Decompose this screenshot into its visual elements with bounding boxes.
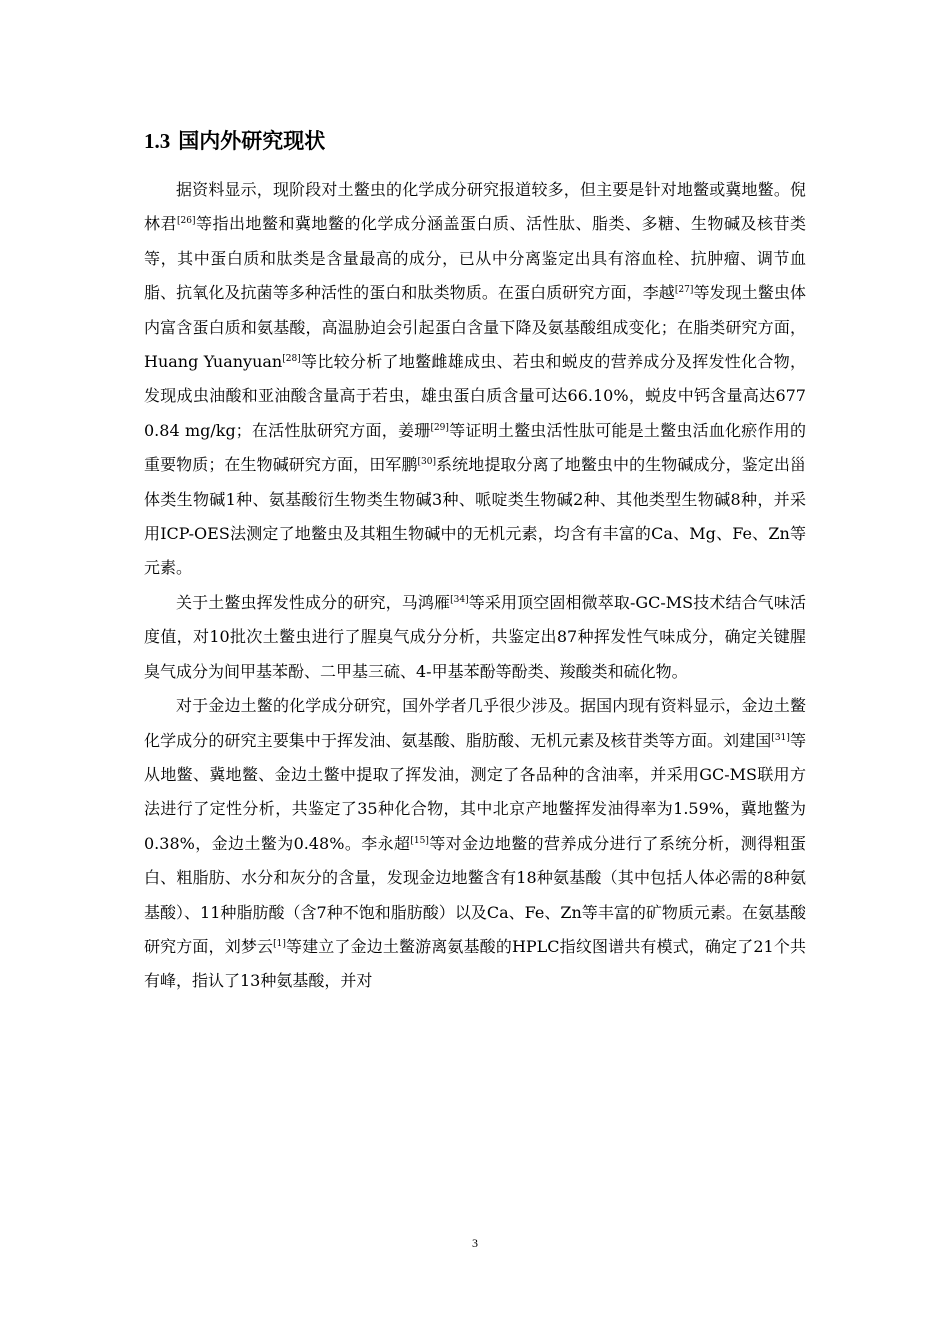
text-run: 据资料显示，现阶段对土鳖虫的化学成分研究报道较多，但主要是针对地鳖或冀地鳖。倪林君 [144, 180, 806, 234]
citation-ref: [34] [450, 594, 469, 605]
text-run: 对于金边土鳖的化学成分研究，国外学者几乎很少涉及。据国内现有资料显示，金边土鳖化学成分的研究主要集中于挥发油、氨基酸、脂肪酸、无机元素及核苷类等方面。刘建国 [144, 696, 806, 750]
body-text [144, 173, 806, 999]
text-run: 关于土鳖虫挥发性成分的研究，马鸿雁 [176, 592, 451, 612]
citation-ref: [26] [177, 216, 196, 227]
citation-ref: [1] [273, 938, 286, 949]
text-run: 等对金边地鳖的营养成分进行了系统分析，测得粗蛋白、粗脂肪、水分和灰分的含量，发现金边地鳖含有18种氨基酸（其中包括人体必需的8种氨基酸）、11种脂肪酸（含7种不饱和脂肪酸）以及Ca、Fe、Zn等丰富的矿物质元素。在氨基酸研究方面，刘梦云 [144, 833, 806, 956]
citation-ref: [27] [674, 285, 694, 296]
text-run: 等证明土鳖虫活性肽可能是土鳖虫活血化瘀作用的重要物质；在生物碱研究方面，田军鹏 [144, 420, 806, 475]
text-run: 系统地提取分离了地鳖虫中的生物碱成分，鉴定出甾体类生物碱1种、氨基酸衍生物类生物碱3种、哌啶类生物碱2种、其他类型生物碱8种，并采用ICP-OES法测定了地鳖虫及其粗生物碱中的无机元素，均含有丰富的Ca、Mg、Fe、Zn等元素。 [144, 455, 806, 578]
text-run: 等建立了金边土鳖游离氨基酸的HPLC指纹图谱共有模式，确定了21个共有峰，指认了13种氨基酸，并对 [144, 936, 806, 991]
text-run: 等比较分析了地鳖雌雄成虫、若虫和蜕皮的营养成分及挥发性化合物，发现成虫油酸和亚油酸含量高于若虫，雄虫蛋白质含量可达66.10%，蜕皮中钙含量高达6770.84 mg/kg；在活性肽研究方面，姜珊 [144, 352, 806, 440]
citation-ref: [31] [771, 732, 790, 743]
text-run: 等从地鳖、冀地鳖、金边土鳖中提取了挥发油，测定了各品种的含油率，并采用GC-MS联用方法进行了定性分析，共鉴定了35种化合物，其中北京产地鳖挥发油得率为1.59%，冀地鳖为0.38%，金边土鳖为0.48%。李永超 [144, 730, 806, 853]
section-number: 1.3 [144, 129, 171, 153]
citation-ref: [29] [430, 422, 449, 433]
text-run: 等指出地鳖和冀地鳖的化学成分涵盖蛋白质、活性肽、脂类、多糖、生物碱及核苷类等，其中蛋白质和肽类是含量最高的成分，已从中分离鉴定出具有溶血栓、抗肿瘤、调节血脂、抗氧化及抗菌等多种活性的蛋白和肽类物质。在蛋白质研究方面，李越 [144, 214, 806, 303]
citation-ref: [28] [282, 354, 301, 365]
section-heading [144, 126, 325, 156]
citation-ref: [30] [417, 457, 436, 468]
section-title: 国内外研究现状 [178, 129, 326, 153]
page-number: 3 [472, 1236, 478, 1250]
text-run: 等采用顶空固相微萃取-GC-MS技术结合气味活度值，对10批次土鳖虫进行了腥臭气成分分析，共鉴定出87种挥发性气味成分，确定关键腥臭气成分为间甲基苯酚、二甲基三硫、4-甲基苯酚等酚类、羧酸类和硫化物。 [144, 592, 806, 681]
text-run: 等发现土鳖虫体内富含蛋白质和氨基酸，高温胁迫会引起蛋白含量下降及氨基酸组成变化；在脂类研究方面，Huang Yuanyuan [144, 283, 806, 372]
paragraph-1 [144, 173, 806, 586]
paragraph-3 [144, 689, 806, 999]
paragraph-2 [144, 586, 806, 689]
citation-ref: [15] [410, 835, 429, 846]
